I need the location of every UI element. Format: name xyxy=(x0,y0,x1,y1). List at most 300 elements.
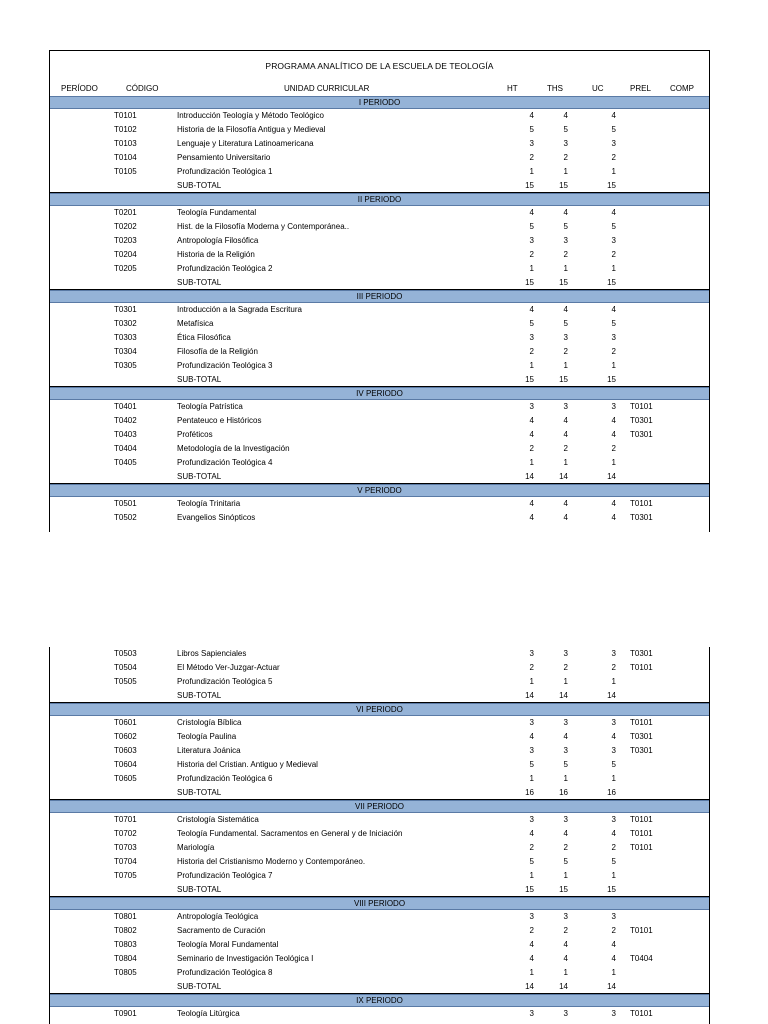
cell-ths: 5 xyxy=(563,125,568,134)
cell-ht: 15 xyxy=(525,278,534,287)
cell-ht: 15 xyxy=(525,885,534,894)
cell-unidad-curricular: Teología Paulina xyxy=(177,732,237,741)
cell-ths: 3 xyxy=(563,402,568,411)
cell-ths: 1 xyxy=(563,458,568,467)
period-label: I PERIODO xyxy=(358,98,401,107)
cell-codigo: T0804 xyxy=(114,954,137,963)
cell-ths: 3 xyxy=(563,815,568,824)
table-body xyxy=(50,647,709,1021)
header-ths: THS xyxy=(547,84,563,93)
subtotal-row xyxy=(50,980,709,994)
cell-ths: 4 xyxy=(563,305,568,314)
cell-ht: 2 xyxy=(529,926,534,935)
cell-ths: 3 xyxy=(563,236,568,245)
table-row xyxy=(50,400,709,414)
cell-ht: 1 xyxy=(529,167,534,176)
cell-unidad-curricular: Sacramento de Curación xyxy=(177,926,266,935)
table-row xyxy=(50,151,709,165)
cell-codigo: T0302 xyxy=(114,319,137,328)
subtotal-row xyxy=(50,883,709,897)
cell-ths: 4 xyxy=(563,499,568,508)
cell-ths: 5 xyxy=(563,760,568,769)
cell-ths: 2 xyxy=(563,926,568,935)
cell-uc: 16 xyxy=(607,788,616,797)
cell-unidad-curricular: Profundización Teológica 3 xyxy=(177,361,273,370)
cell-codigo: T0503 xyxy=(114,649,137,658)
cell-ths: 1 xyxy=(563,871,568,880)
header-prel: PREL xyxy=(630,84,651,93)
cell-unidad-curricular: Profundización Teológica 6 xyxy=(177,774,273,783)
table-row xyxy=(50,317,709,331)
table-row xyxy=(50,924,709,938)
table-row xyxy=(50,442,709,456)
table-row xyxy=(50,661,709,675)
cell-prel: T0101 xyxy=(630,402,653,411)
table-row xyxy=(50,938,709,952)
cell-codigo: T0603 xyxy=(114,746,137,755)
cell-ht: 1 xyxy=(529,264,534,273)
cell-ht: 3 xyxy=(529,912,534,921)
cell-ths: 4 xyxy=(563,954,568,963)
cell-ths: 4 xyxy=(563,732,568,741)
cell-codigo: T0101 xyxy=(114,111,137,120)
cell-subtotal-label: SUB-TOTAL xyxy=(177,885,222,894)
cell-unidad-curricular: Teología Fundamental. Sacramentos en General y de Iniciación xyxy=(177,829,403,838)
cell-uc: 4 xyxy=(611,732,616,741)
cell-codigo: T0204 xyxy=(114,250,137,259)
table-row xyxy=(50,165,709,179)
cell-ht: 3 xyxy=(529,236,534,245)
cell-ht: 2 xyxy=(529,347,534,356)
cell-unidad-curricular: Teología Litúrgica xyxy=(177,1009,240,1018)
period-header xyxy=(50,703,709,716)
table-row xyxy=(50,456,709,470)
cell-codigo: T0403 xyxy=(114,430,137,439)
cell-uc: 1 xyxy=(611,968,616,977)
subtotal-row xyxy=(50,786,709,800)
cell-unidad-curricular: Antropología Filosófica xyxy=(177,236,259,245)
cell-ths: 3 xyxy=(563,912,568,921)
cell-uc: 4 xyxy=(611,829,616,838)
cell-uc: 4 xyxy=(611,416,616,425)
cell-ht: 1 xyxy=(529,968,534,977)
table-row xyxy=(50,206,709,220)
cell-uc: 1 xyxy=(611,774,616,783)
cell-subtotal-label: SUB-TOTAL xyxy=(177,472,222,481)
cell-uc: 3 xyxy=(611,718,616,727)
cell-uc: 3 xyxy=(611,333,616,342)
cell-uc: 2 xyxy=(611,926,616,935)
cell-unidad-curricular: Introducción a la Sagrada Escritura xyxy=(177,305,302,314)
cell-ths: 1 xyxy=(563,167,568,176)
cell-unidad-curricular: Proféticos xyxy=(177,430,213,439)
cell-ht: 4 xyxy=(529,208,534,217)
table-row xyxy=(50,716,709,730)
cell-ths: 4 xyxy=(563,940,568,949)
cell-codigo: T0901 xyxy=(114,1009,137,1018)
cell-prel: T0404 xyxy=(630,954,653,963)
column-header-row xyxy=(50,84,709,95)
cell-ths: 15 xyxy=(559,181,568,190)
curriculum-table-page-1 xyxy=(49,50,710,532)
table-row xyxy=(50,511,709,525)
cell-uc: 3 xyxy=(611,746,616,755)
cell-ths: 1 xyxy=(563,677,568,686)
cell-prel: T0101 xyxy=(630,829,653,838)
subtotal-row xyxy=(50,373,709,387)
period-label: VI PERIODO xyxy=(356,705,403,714)
cell-prel: T0101 xyxy=(630,499,653,508)
cell-unidad-curricular: Pensamiento Universitario xyxy=(177,153,271,162)
cell-uc: 1 xyxy=(611,458,616,467)
cell-uc: 3 xyxy=(611,649,616,658)
cell-codigo: T0601 xyxy=(114,718,137,727)
period-header xyxy=(50,290,709,303)
cell-ths: 2 xyxy=(563,843,568,852)
cell-prel: T0301 xyxy=(630,416,653,425)
cell-unidad-curricular: Libros Sapienciales xyxy=(177,649,247,658)
table-row xyxy=(50,303,709,317)
cell-unidad-curricular: Cristología Sistemática xyxy=(177,815,259,824)
cell-ths: 15 xyxy=(559,375,568,384)
cell-ht: 3 xyxy=(529,1009,534,1018)
cell-ht: 3 xyxy=(529,333,534,342)
cell-unidad-curricular: Lenguaje y Literatura Latinoamericana xyxy=(177,139,314,148)
cell-prel: T0101 xyxy=(630,843,653,852)
document-title: PROGRAMA ANALÍTICO DE LA ESCUELA DE TEOLOGÍA xyxy=(265,61,494,71)
cell-unidad-curricular: Filosofía de la Religión xyxy=(177,347,258,356)
cell-ht: 4 xyxy=(529,954,534,963)
cell-unidad-curricular: Profundización Teológica 8 xyxy=(177,968,273,977)
cell-ths: 2 xyxy=(563,663,568,672)
table-row xyxy=(50,109,709,123)
cell-ths: 14 xyxy=(559,472,568,481)
cell-prel: T0301 xyxy=(630,513,653,522)
cell-uc: 14 xyxy=(607,472,616,481)
cell-ths: 5 xyxy=(563,222,568,231)
cell-uc: 5 xyxy=(611,760,616,769)
cell-codigo: T0604 xyxy=(114,760,137,769)
cell-codigo: T0105 xyxy=(114,167,137,176)
table-row xyxy=(50,869,709,883)
cell-ht: 5 xyxy=(529,125,534,134)
cell-prel: T0101 xyxy=(630,1009,653,1018)
cell-uc: 1 xyxy=(611,264,616,273)
cell-codigo: T0802 xyxy=(114,926,137,935)
cell-ht: 15 xyxy=(525,181,534,190)
cell-ht: 2 xyxy=(529,843,534,852)
cell-unidad-curricular: Teología Moral Fundamental xyxy=(177,940,279,949)
subtotal-row xyxy=(50,179,709,193)
cell-ht: 2 xyxy=(529,153,534,162)
cell-unidad-curricular: Teología Trinitaria xyxy=(177,499,241,508)
cell-ht: 14 xyxy=(525,982,534,991)
cell-codigo: T0305 xyxy=(114,361,137,370)
cell-codigo: T0104 xyxy=(114,153,137,162)
table-row xyxy=(50,952,709,966)
cell-codigo: T0304 xyxy=(114,347,137,356)
subtotal-row xyxy=(50,470,709,484)
cell-uc: 5 xyxy=(611,319,616,328)
cell-uc: 3 xyxy=(611,402,616,411)
cell-ht: 4 xyxy=(529,499,534,508)
cell-ths: 1 xyxy=(563,264,568,273)
cell-ht: 1 xyxy=(529,361,534,370)
table-row xyxy=(50,220,709,234)
cell-ht: 2 xyxy=(529,444,534,453)
cell-codigo: T0805 xyxy=(114,968,137,977)
cell-uc: 3 xyxy=(611,912,616,921)
cell-unidad-curricular: Metafísica xyxy=(177,319,214,328)
table-row xyxy=(50,675,709,689)
cell-prel: T0301 xyxy=(630,746,653,755)
cell-unidad-curricular: Ética Filosófica xyxy=(177,333,231,342)
cell-uc: 4 xyxy=(611,430,616,439)
cell-unidad-curricular: Mariología xyxy=(177,843,215,852)
cell-codigo: T0401 xyxy=(114,402,137,411)
cell-codigo: T0605 xyxy=(114,774,137,783)
cell-ths: 15 xyxy=(559,885,568,894)
cell-ths: 15 xyxy=(559,278,568,287)
cell-codigo: T0701 xyxy=(114,815,137,824)
cell-unidad-curricular: Seminario de Investigación Teológica I xyxy=(177,954,314,963)
table-row xyxy=(50,1007,709,1021)
cell-ht: 16 xyxy=(525,788,534,797)
cell-uc: 15 xyxy=(607,278,616,287)
cell-unidad-curricular: Historia del Cristianismo Moderno y Contemporáneo. xyxy=(177,857,366,866)
header-codigo: CÓDIGO xyxy=(126,84,159,93)
table-row xyxy=(50,428,709,442)
period-label: IX PERIODO xyxy=(356,996,403,1005)
cell-ths: 4 xyxy=(563,111,568,120)
cell-unidad-curricular: Profundización Teológica 7 xyxy=(177,871,273,880)
table-row xyxy=(50,772,709,786)
cell-subtotal-label: SUB-TOTAL xyxy=(177,691,222,700)
subtotal-row xyxy=(50,276,709,290)
cell-uc: 1 xyxy=(611,361,616,370)
header-unidad-curricular: UNIDAD CURRICULAR xyxy=(284,84,370,93)
cell-uc: 4 xyxy=(611,940,616,949)
cell-uc: 5 xyxy=(611,125,616,134)
table-row xyxy=(50,262,709,276)
table-row xyxy=(50,137,709,151)
cell-ht: 1 xyxy=(529,677,534,686)
cell-ths: 5 xyxy=(563,319,568,328)
period-header xyxy=(50,484,709,497)
cell-ths: 2 xyxy=(563,153,568,162)
table-row xyxy=(50,248,709,262)
cell-unidad-curricular: Antropología Teológica xyxy=(177,912,259,921)
cell-unidad-curricular: Introducción Teología y Método Teológico xyxy=(177,111,324,120)
cell-uc: 3 xyxy=(611,236,616,245)
cell-codigo: T0602 xyxy=(114,732,137,741)
cell-codigo: T0301 xyxy=(114,305,137,314)
cell-ths: 3 xyxy=(563,1009,568,1018)
cell-uc: 1 xyxy=(611,167,616,176)
table-row xyxy=(50,744,709,758)
cell-prel: T0101 xyxy=(630,718,653,727)
cell-ht: 3 xyxy=(529,139,534,148)
cell-unidad-curricular: Profundización Teológica 4 xyxy=(177,458,273,467)
table-row xyxy=(50,966,709,980)
cell-ht: 3 xyxy=(529,649,534,658)
table-row xyxy=(50,331,709,345)
cell-ths: 4 xyxy=(563,430,568,439)
cell-unidad-curricular: Profundización Teológica 5 xyxy=(177,677,273,686)
cell-codigo: T0504 xyxy=(114,663,137,672)
cell-ht: 14 xyxy=(525,691,534,700)
cell-ht: 5 xyxy=(529,319,534,328)
table-row xyxy=(50,841,709,855)
table-body xyxy=(50,96,709,525)
cell-ths: 5 xyxy=(563,857,568,866)
cell-unidad-curricular: Historia del Cristian. Antiguo y Medieval xyxy=(177,760,318,769)
cell-ht: 3 xyxy=(529,402,534,411)
cell-prel: T0301 xyxy=(630,430,653,439)
cell-codigo: T0405 xyxy=(114,458,137,467)
header-ht: HT xyxy=(507,84,518,93)
cell-unidad-curricular: Historia de la Religión xyxy=(177,250,255,259)
cell-ths: 1 xyxy=(563,361,568,370)
cell-ths: 4 xyxy=(563,513,568,522)
subtotal-row xyxy=(50,689,709,703)
table-row xyxy=(50,497,709,511)
cell-ht: 4 xyxy=(529,513,534,522)
cell-uc: 4 xyxy=(611,513,616,522)
curriculum-table-page-2 xyxy=(49,647,710,1024)
cell-ths: 3 xyxy=(563,746,568,755)
cell-codigo: T0502 xyxy=(114,513,137,522)
table-row xyxy=(50,345,709,359)
cell-unidad-curricular: Literatura Joánica xyxy=(177,746,241,755)
cell-uc: 14 xyxy=(607,982,616,991)
cell-ths: 3 xyxy=(563,649,568,658)
cell-uc: 2 xyxy=(611,153,616,162)
cell-codigo: T0203 xyxy=(114,236,137,245)
table-row xyxy=(50,758,709,772)
cell-uc: 5 xyxy=(611,857,616,866)
period-header xyxy=(50,387,709,400)
cell-uc: 3 xyxy=(611,815,616,824)
cell-ht: 1 xyxy=(529,871,534,880)
cell-uc: 2 xyxy=(611,250,616,259)
header-comp: COMP xyxy=(670,84,694,93)
cell-unidad-curricular: Evangelios Sinópticos xyxy=(177,513,256,522)
period-label: IV PERIODO xyxy=(356,389,403,398)
cell-codigo: T0103 xyxy=(114,139,137,148)
cell-prel: T0301 xyxy=(630,732,653,741)
cell-codigo: T0102 xyxy=(114,125,137,134)
cell-codigo: T0402 xyxy=(114,416,137,425)
cell-ths: 3 xyxy=(563,333,568,342)
cell-ths: 14 xyxy=(559,691,568,700)
cell-uc: 2 xyxy=(611,663,616,672)
cell-ths: 16 xyxy=(559,788,568,797)
cell-ths: 2 xyxy=(563,444,568,453)
cell-codigo: T0505 xyxy=(114,677,137,686)
cell-ht: 4 xyxy=(529,732,534,741)
cell-codigo: T0205 xyxy=(114,264,137,273)
cell-codigo: T0705 xyxy=(114,871,137,880)
cell-ht: 3 xyxy=(529,718,534,727)
cell-uc: 2 xyxy=(611,843,616,852)
cell-uc: 3 xyxy=(611,139,616,148)
cell-ths: 3 xyxy=(563,139,568,148)
cell-unidad-curricular: Teología Fundamental xyxy=(177,208,257,217)
cell-uc: 4 xyxy=(611,111,616,120)
period-label: VIII PERIODO xyxy=(353,899,406,908)
cell-ths: 2 xyxy=(563,250,568,259)
cell-unidad-curricular: Hist. de la Filosofía Moderna y Contemporánea.. xyxy=(177,222,350,231)
cell-uc: 14 xyxy=(607,691,616,700)
period-header xyxy=(50,994,709,1007)
cell-unidad-curricular: Teología Patrística xyxy=(177,402,243,411)
table-row xyxy=(50,123,709,137)
cell-subtotal-label: SUB-TOTAL xyxy=(177,375,222,384)
cell-unidad-curricular: El Método Ver-Juzgar-Actuar xyxy=(177,663,280,672)
cell-codigo: T0803 xyxy=(114,940,137,949)
cell-ths: 14 xyxy=(559,982,568,991)
cell-uc: 15 xyxy=(607,375,616,384)
table-row xyxy=(50,359,709,373)
cell-subtotal-label: SUB-TOTAL xyxy=(177,278,222,287)
cell-uc: 4 xyxy=(611,208,616,217)
cell-uc: 4 xyxy=(611,499,616,508)
cell-ht: 4 xyxy=(529,430,534,439)
cell-ht: 5 xyxy=(529,857,534,866)
cell-codigo: T0303 xyxy=(114,333,137,342)
cell-uc: 4 xyxy=(611,954,616,963)
cell-uc: 2 xyxy=(611,347,616,356)
cell-unidad-curricular: Profundización Teológica 1 xyxy=(177,167,273,176)
cell-unidad-curricular: Historia de la Filosofía Antigua y Medieval xyxy=(177,125,326,134)
table-row xyxy=(50,414,709,428)
cell-ht: 1 xyxy=(529,774,534,783)
table-row xyxy=(50,813,709,827)
cell-ths: 1 xyxy=(563,968,568,977)
cell-ht: 2 xyxy=(529,663,534,672)
cell-codigo: T0703 xyxy=(114,843,137,852)
cell-uc: 4 xyxy=(611,305,616,314)
header-uc: UC xyxy=(592,84,604,93)
cell-prel: T0301 xyxy=(630,649,653,658)
cell-ht: 1 xyxy=(529,458,534,467)
cell-unidad-curricular: Pentateuco e Históricos xyxy=(177,416,262,425)
cell-codigo: T0801 xyxy=(114,912,137,921)
cell-ht: 15 xyxy=(525,375,534,384)
cell-unidad-curricular: Metodología de la Investigación xyxy=(177,444,290,453)
table-row xyxy=(50,910,709,924)
cell-ht: 5 xyxy=(529,760,534,769)
cell-uc: 1 xyxy=(611,677,616,686)
cell-ths: 4 xyxy=(563,829,568,838)
cell-codigo: T0501 xyxy=(114,499,137,508)
cell-ths: 3 xyxy=(563,718,568,727)
period-header xyxy=(50,193,709,206)
cell-subtotal-label: SUB-TOTAL xyxy=(177,181,222,190)
cell-ths: 4 xyxy=(563,416,568,425)
cell-ht: 4 xyxy=(529,111,534,120)
cell-prel: T0101 xyxy=(630,926,653,935)
period-header xyxy=(50,96,709,109)
cell-ht: 3 xyxy=(529,746,534,755)
cell-codigo: T0201 xyxy=(114,208,137,217)
cell-ths: 4 xyxy=(563,208,568,217)
cell-ths: 1 xyxy=(563,774,568,783)
cell-ht: 14 xyxy=(525,472,534,481)
table-row xyxy=(50,730,709,744)
cell-ht: 3 xyxy=(529,815,534,824)
